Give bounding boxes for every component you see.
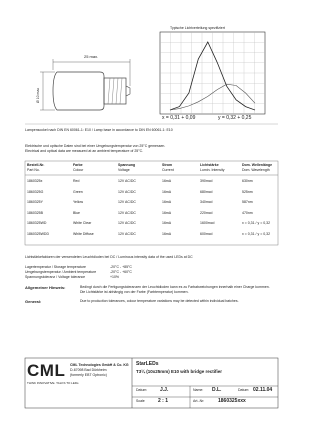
table-header-en: Voltage [118, 168, 130, 172]
table-cell: 12V AC/DC [118, 179, 136, 183]
table-header-en: Colour [73, 168, 84, 172]
table-cell: Yellow [73, 200, 83, 204]
product-heading: StarLEDs [136, 361, 159, 367]
temp-storage-value: -20°C - +85°C [110, 265, 132, 269]
scale-label: Scale [136, 399, 145, 403]
table-header-en: Lumin. Intensity [200, 168, 225, 172]
general-heading-en: General: [25, 299, 42, 304]
table-cell: 1860325Y [27, 200, 43, 204]
voltage-tolerance-value: +10% [110, 275, 120, 279]
base-note: Lampensockel nach DIN EN 60061-1: E10 / Lamp base in accordance to DIN EN 60061-1: E10 [25, 128, 173, 132]
table-cell: 600mcd [200, 231, 213, 236]
table-cell: x = 0,31 / y = 0,32 [242, 231, 271, 236]
table-cell: 16mA [162, 179, 172, 183]
general-heading-de: Allgemeiner Hinweis: [25, 285, 66, 290]
width-dimension-label: 25 max. [84, 54, 99, 59]
temp-storage-label: Lagertemperatur / Storage temperature [25, 265, 86, 269]
table-cell: 340mcd [200, 200, 213, 204]
graph-formula-y: y = 0,32 + 0,25 [218, 115, 252, 121]
table-cell: 16mA [162, 200, 172, 204]
company-name: CML Technologies GmbH & Co. KG [70, 363, 129, 367]
diameter-dimension-label: Ø 10 max [36, 87, 40, 103]
spectrum-graph [160, 32, 265, 114]
date-label: Datum: [238, 388, 250, 392]
table-cell: 390mcd [200, 179, 213, 183]
general-text-en: Due to production tolerances, colour temperature variations may be detected within individual batches. [80, 299, 239, 303]
table-header-en: Part No. [27, 168, 40, 172]
table-cell: 12V AC/DC [118, 200, 136, 204]
table-header-en: Dom. Wavelength [242, 168, 270, 172]
table-header: Dom. Wellenlänge [242, 163, 273, 167]
table-cell: 12V AC/DC [118, 210, 136, 215]
table-cell: 12V AC/DC [118, 231, 136, 236]
drawn-value: J.J. [160, 387, 169, 393]
table-cell: 1860325B [27, 210, 43, 215]
name-value: D.L. [212, 387, 222, 393]
table-cell: x = 0,31 / y = 0,32 [242, 221, 271, 225]
table-cell: Green [73, 189, 83, 194]
name-label: Name: [193, 388, 204, 392]
part-number: 1860325xxx [218, 398, 246, 404]
lamp-drawing [40, 59, 130, 110]
table-cell: 1860325G [27, 189, 44, 194]
general-text-de: Bedingt durch die Fertigungstoleranzen der Leuchtdioden kann es zu Farbabweichungen innerhalb einer Charge kommen. [80, 285, 270, 289]
scale-value: 2 : 1 [158, 398, 169, 404]
table-cell: 630nm [242, 179, 253, 183]
part-label: Art.-Nr: [193, 399, 205, 403]
company-slogan: THINK INNOVATIVE. TALKS TO LEDs [27, 381, 79, 385]
table-cell: 1860325x [27, 179, 43, 183]
table-cell: Red [73, 179, 80, 183]
company-former: (formerly EBT Optronic) [70, 373, 107, 377]
table-header: Lichtstärke [200, 163, 219, 167]
table-cell: 16mA [162, 210, 172, 215]
table-cell: 16mA [162, 189, 172, 194]
electrical-note-en: Electrical and optical data are measured at an ambient temperature of 25°C. [25, 149, 144, 153]
temp-ambient-value: -20°C - +60°C [110, 270, 132, 274]
table-cell: White Clear [73, 221, 92, 225]
graph-formula-x: x = 0,31 + 0,09 [162, 115, 196, 121]
table-cell: 1860325WDD [27, 231, 49, 236]
table-header: Bestell-Nr. [27, 163, 45, 167]
table-cell: Blue [73, 210, 81, 215]
temp-ambient-label: Umgebungstemperatur / Ambient temperature [25, 270, 97, 274]
table-cell: 12V AC/DC [118, 189, 136, 194]
company-address: D-67098 Bad Dürkheim [70, 368, 107, 372]
table-cell: White Diffuse [73, 231, 94, 236]
table-cell: 470nm [242, 210, 253, 215]
table-cell: 680mcd [200, 189, 213, 194]
table-cell: 525nm [242, 189, 253, 194]
table-cell: 1600mcd [200, 221, 215, 225]
table-cell: 220mcd [200, 210, 213, 215]
table-header-en: Current [162, 168, 174, 172]
electrical-note-de: Elektrische und optische Daten sind bei einer Umgebungstemperatur von 25°C gemessen. [25, 144, 166, 148]
intensity-note: Lichtstärkefaktoren der verwendeten Leuchtdioden bei DC / Luminous intensity data of the used LEDs at DC [25, 255, 193, 259]
table-header: Spannung [118, 163, 136, 167]
drawn-label: Datum: [136, 388, 148, 392]
table-header: Strom [162, 163, 173, 167]
company-logo: CML [27, 361, 66, 380]
table-cell: 16mA [162, 231, 172, 236]
table-cell: 12V AC/DC [118, 221, 136, 225]
graph-title: Typische Lichtverteilung spezifiziert [170, 26, 225, 30]
table-frame [25, 161, 278, 245]
voltage-tolerance-label: Spannungstoleranz / Voltage tolerance [25, 275, 86, 279]
table-header: Farbe [73, 163, 83, 167]
general-text-de-2: Die Lichtstärke ist abhängig von der Farbe (Farbtemperatur) kommen. [80, 290, 189, 294]
table-cell: 1860325WD [27, 221, 47, 225]
table-cell: 587nm [242, 200, 253, 204]
table-cell: 16mA [162, 221, 172, 225]
date-value: 02.11.04 [253, 387, 273, 393]
product-description: T3¼ (10x25mm) E10 with bridge rectifier [136, 369, 223, 374]
